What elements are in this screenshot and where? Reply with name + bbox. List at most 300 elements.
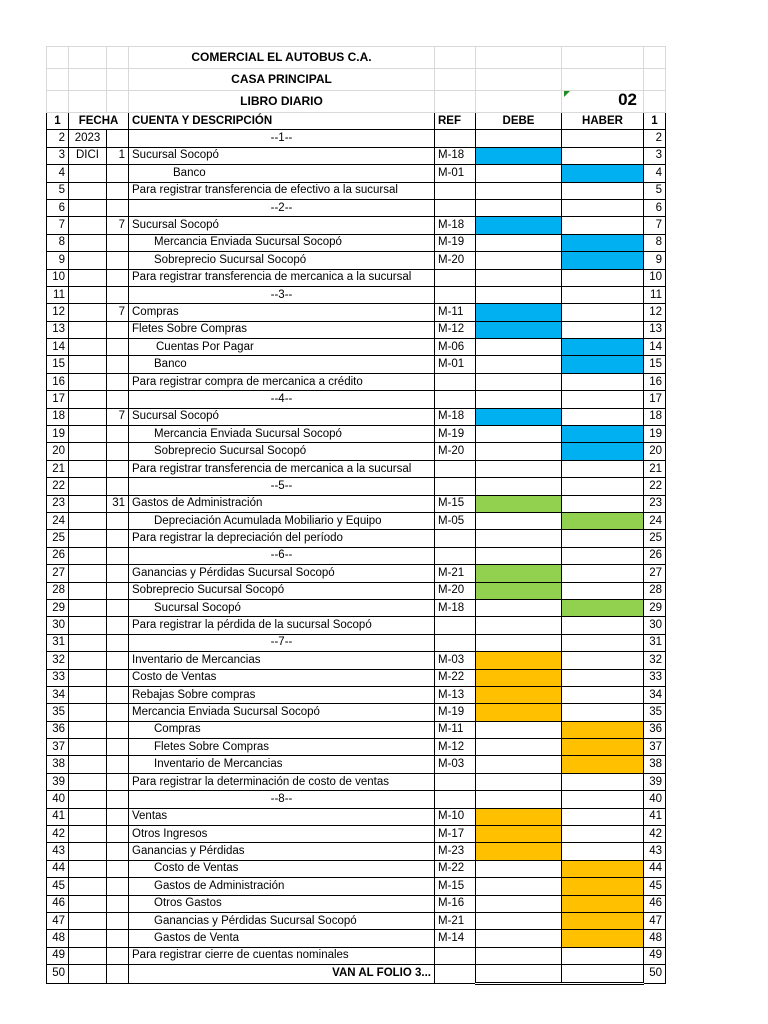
haber-cell[interactable] — [562, 234, 644, 251]
date-month-cell — [69, 756, 107, 773]
ref-cell — [435, 269, 476, 286]
account-cell[interactable] — [129, 286, 435, 303]
row-number: 32 — [47, 652, 69, 669]
table-row — [47, 721, 666, 738]
ref-cell: M-22 — [435, 669, 476, 686]
account-cell[interactable] — [129, 165, 435, 182]
row-number-right: 2 — [644, 130, 666, 147]
haber-cell[interactable] — [562, 199, 644, 216]
account-text: --2-- — [270, 201, 293, 214]
debe-cell[interactable] — [476, 217, 562, 234]
row-number-right: 48 — [644, 930, 666, 947]
account-cell[interactable] — [129, 791, 435, 808]
date-day-cell: 7 — [107, 217, 129, 234]
account-cell[interactable] — [129, 443, 435, 460]
row-number-right: 5 — [644, 182, 666, 199]
account-cell[interactable] — [129, 356, 435, 373]
account-cell[interactable] — [129, 947, 435, 964]
date-day-cell — [107, 443, 129, 460]
table-row — [47, 478, 666, 495]
account-cell[interactable] — [129, 878, 435, 895]
account-cell[interactable] — [129, 599, 435, 616]
account-text: Cuentas Por Pagar — [156, 340, 254, 353]
account-text: Banco — [173, 166, 206, 179]
ref-cell: M-20 — [435, 443, 476, 460]
ref-cell: M-14 — [435, 930, 476, 947]
date-day-cell — [107, 182, 129, 199]
debe-cell[interactable] — [476, 512, 562, 529]
table-row — [47, 582, 666, 599]
account-cell[interactable] — [129, 199, 435, 216]
table-row — [47, 791, 666, 808]
account-text: Mercancia Enviada Sucursal Socopó — [132, 705, 320, 718]
account-cell[interactable] — [129, 930, 435, 947]
account-cell[interactable] — [129, 217, 435, 234]
account-cell[interactable] — [129, 704, 435, 721]
account-cell[interactable] — [129, 234, 435, 251]
row-number-right: 4 — [644, 165, 666, 182]
row-number: 1 — [47, 113, 69, 130]
debe-cell[interactable] — [476, 739, 562, 756]
ref-cell: M-11 — [435, 721, 476, 738]
ref-cell: M-19 — [435, 426, 476, 443]
haber-cell[interactable] — [562, 269, 644, 286]
ref-cell: M-12 — [435, 321, 476, 338]
date-day-cell: 31 — [107, 495, 129, 512]
row-number-right: 50 — [644, 965, 666, 983]
ref-cell: M-17 — [435, 826, 476, 843]
account-text: --7-- — [270, 636, 293, 649]
row-number: 15 — [47, 356, 69, 373]
header-row-company — [47, 47, 666, 69]
haber-cell[interactable] — [562, 165, 644, 182]
date-month-cell — [69, 443, 107, 460]
haber-cell[interactable] — [562, 739, 644, 756]
account-cell[interactable] — [129, 530, 435, 547]
header-row-branch — [47, 69, 666, 91]
debe-cell[interactable] — [476, 269, 562, 286]
haber-cell[interactable] — [562, 217, 644, 234]
date-month-cell — [69, 878, 107, 895]
debe-cell[interactable] — [476, 826, 562, 843]
debe-cell[interactable] — [476, 947, 562, 964]
row-number: 43 — [47, 843, 69, 860]
debe-cell[interactable] — [476, 286, 562, 303]
haber-cell[interactable] — [562, 304, 644, 321]
debe-cell[interactable] — [476, 791, 562, 808]
haber-cell[interactable] — [562, 565, 644, 582]
date-month-cell — [69, 773, 107, 790]
haber-cell[interactable] — [562, 286, 644, 303]
date-month-cell — [69, 530, 107, 547]
account-text: Para registrar transferencia de mercanica a la sucursal — [132, 462, 412, 475]
haber-cell[interactable] — [562, 478, 644, 495]
haber-cell[interactable] — [562, 826, 644, 843]
row-number: 47 — [47, 912, 69, 929]
haber-cell[interactable] — [562, 791, 644, 808]
ref-cell — [435, 373, 476, 390]
table-row — [47, 947, 666, 964]
haber-cell[interactable] — [562, 773, 644, 790]
haber-cell[interactable] — [562, 582, 644, 599]
debe-cell[interactable] — [476, 478, 562, 495]
account-cell[interactable] — [129, 617, 435, 634]
row-number-right: 9 — [644, 252, 666, 269]
row-number-right: 10 — [644, 269, 666, 286]
account-cell[interactable] — [129, 373, 435, 390]
haber-cell[interactable] — [562, 547, 644, 564]
row-number: 50 — [47, 965, 69, 983]
debe-cell[interactable] — [476, 756, 562, 773]
account-cell[interactable] — [129, 565, 435, 582]
header-row-book — [47, 91, 666, 113]
row-number: 39 — [47, 773, 69, 790]
haber-cell[interactable] — [562, 530, 644, 547]
account-cell[interactable] — [129, 252, 435, 269]
debe-cell[interactable] — [476, 373, 562, 390]
debe-cell[interactable] — [476, 495, 562, 512]
debe-cell[interactable] — [476, 321, 562, 338]
debe-cell[interactable] — [476, 895, 562, 912]
haber-cell[interactable] — [562, 426, 644, 443]
account-cell[interactable] — [129, 130, 435, 147]
account-cell[interactable] — [129, 739, 435, 756]
haber-cell[interactable] — [562, 512, 644, 529]
row-number-right: 49 — [644, 947, 666, 964]
account-cell[interactable] — [129, 426, 435, 443]
account-cell[interactable] — [129, 182, 435, 199]
ref-cell: M-21 — [435, 912, 476, 929]
account-cell[interactable] — [129, 912, 435, 929]
debe-cell[interactable] — [476, 599, 562, 616]
haber-cell[interactable] — [562, 391, 644, 408]
table-row — [47, 756, 666, 773]
account-cell[interactable] — [129, 304, 435, 321]
account-cell[interactable] — [129, 808, 435, 825]
debe-cell[interactable] — [476, 634, 562, 651]
account-cell[interactable] — [129, 895, 435, 912]
date-day-cell — [107, 426, 129, 443]
haber-cell[interactable] — [562, 808, 644, 825]
date-month-cell — [69, 269, 107, 286]
debe-cell[interactable] — [476, 617, 562, 634]
table-row — [47, 686, 666, 703]
account-text: Fletes Sobre Compras — [154, 740, 270, 753]
debe-cell[interactable] — [476, 843, 562, 860]
account-text: Sucursal Socopó — [132, 410, 219, 423]
haber-cell[interactable] — [562, 443, 644, 460]
date-day-cell — [107, 791, 129, 808]
account-cell[interactable] — [129, 391, 435, 408]
table-row — [47, 878, 666, 895]
table-row — [47, 130, 666, 147]
account-cell[interactable] — [129, 460, 435, 477]
ref-cell: M-12 — [435, 739, 476, 756]
account-text: Inventario de Mercancias — [154, 758, 283, 771]
table-row — [47, 912, 666, 929]
date-day-cell — [107, 286, 129, 303]
account-cell[interactable] — [129, 321, 435, 338]
account-cell[interactable] — [129, 721, 435, 738]
haber-cell[interactable] — [562, 878, 644, 895]
debe-cell[interactable] — [476, 182, 562, 199]
account-cell[interactable] — [129, 495, 435, 512]
account-text: Gastos de Venta — [154, 932, 240, 945]
row-number-right: 38 — [644, 756, 666, 773]
debe-cell[interactable] — [476, 860, 562, 877]
date-day-cell — [107, 878, 129, 895]
ref-cell: M-22 — [435, 860, 476, 877]
ref-cell: M-11 — [435, 304, 476, 321]
table-row — [47, 147, 666, 164]
row-number-right: 27 — [644, 565, 666, 582]
account-text: Inventario de Mercancias — [132, 653, 261, 666]
date-month-cell — [69, 686, 107, 703]
haber-cell[interactable] — [562, 860, 644, 877]
debe-cell[interactable] — [476, 686, 562, 703]
debe-cell[interactable] — [476, 773, 562, 790]
debe-cell[interactable] — [476, 460, 562, 477]
row-number-right: 46 — [644, 895, 666, 912]
row-number-right: 6 — [644, 199, 666, 216]
debe-cell[interactable] — [476, 669, 562, 686]
date-day-cell — [107, 269, 129, 286]
table-row — [47, 234, 666, 251]
debe-cell[interactable] — [476, 130, 562, 147]
debe-cell[interactable] — [476, 878, 562, 895]
debe-cell[interactable] — [476, 426, 562, 443]
haber-cell[interactable] — [562, 895, 644, 912]
account-cell[interactable] — [129, 634, 435, 651]
account-text: Ganancias y Pérdidas Sucursal Socopó — [154, 914, 357, 927]
date-month-cell — [69, 321, 107, 338]
date-month-cell — [69, 182, 107, 199]
date-day-cell — [107, 756, 129, 773]
account-cell[interactable] — [129, 582, 435, 599]
haber-cell[interactable] — [562, 617, 644, 634]
table-row — [47, 304, 666, 321]
haber-cell[interactable] — [562, 756, 644, 773]
account-text: Costo de Ventas — [154, 862, 239, 875]
account-text: Para registrar transferencia de mercanica a la sucursal — [132, 271, 412, 284]
table-row — [47, 634, 666, 651]
table-row — [47, 547, 666, 564]
row-number-right: 34 — [644, 686, 666, 703]
date-day-cell: 1 — [107, 147, 129, 164]
row-number: 23 — [47, 495, 69, 512]
ref-cell: M-18 — [435, 217, 476, 234]
row-number-right: 30 — [644, 617, 666, 634]
account-cell[interactable] — [129, 269, 435, 286]
haber-cell[interactable] — [562, 947, 644, 964]
table-row — [47, 565, 666, 582]
debe-cell[interactable] — [476, 530, 562, 547]
table-row — [47, 217, 666, 234]
haber-cell[interactable] — [562, 182, 644, 199]
table-row — [47, 252, 666, 269]
row-number: 24 — [47, 512, 69, 529]
debe-cell[interactable] — [476, 234, 562, 251]
date-month-cell — [69, 252, 107, 269]
row-number-right: 12 — [644, 304, 666, 321]
account-cell[interactable] — [129, 478, 435, 495]
debe-cell[interactable] — [476, 356, 562, 373]
date-month-cell — [69, 947, 107, 964]
debe-cell[interactable] — [476, 704, 562, 721]
haber-cell[interactable] — [562, 912, 644, 929]
date-day-cell — [107, 530, 129, 547]
ref-cell: M-18 — [435, 147, 476, 164]
haber-total-cell[interactable] — [562, 965, 644, 983]
table-row — [47, 617, 666, 634]
table-row — [47, 652, 666, 669]
column-header-fecha: FECHA — [69, 113, 129, 130]
account-cell[interactable] — [129, 860, 435, 877]
date-month-cell — [69, 652, 107, 669]
row-number-right: 37 — [644, 739, 666, 756]
account-text: Ventas — [132, 810, 168, 823]
account-text: --1-- — [270, 132, 293, 145]
row-number-right: 1 — [644, 113, 666, 130]
date-month-cell — [69, 512, 107, 529]
date-month-cell — [69, 304, 107, 321]
debe-cell[interactable] — [476, 721, 562, 738]
debe-cell[interactable] — [476, 199, 562, 216]
account-cell[interactable] — [129, 773, 435, 790]
haber-cell[interactable] — [562, 652, 644, 669]
row-number: 38 — [47, 756, 69, 773]
row-number: 45 — [47, 878, 69, 895]
haber-cell[interactable] — [562, 843, 644, 860]
debe-cell[interactable] — [476, 165, 562, 182]
haber-cell[interactable] — [562, 930, 644, 947]
date-month-cell — [69, 930, 107, 947]
date-month-cell — [69, 234, 107, 251]
table-row — [47, 530, 666, 547]
date-month-cell — [69, 965, 107, 983]
haber-cell[interactable] — [562, 356, 644, 373]
account-text: --5-- — [270, 479, 293, 492]
ref-cell: M-15 — [435, 878, 476, 895]
haber-cell[interactable] — [562, 704, 644, 721]
account-cell[interactable] — [129, 686, 435, 703]
ref-cell: M-18 — [435, 599, 476, 616]
account-cell[interactable] — [129, 547, 435, 564]
ref-cell: M-21 — [435, 565, 476, 582]
haber-cell[interactable] — [562, 373, 644, 390]
haber-cell[interactable] — [562, 147, 644, 164]
row-number: 5 — [47, 182, 69, 199]
account-text: --6-- — [270, 549, 293, 562]
debe-cell[interactable] — [476, 339, 562, 356]
date-day-cell — [107, 721, 129, 738]
haber-cell[interactable] — [562, 339, 644, 356]
account-text: Sucursal Socopó — [132, 149, 219, 162]
debe-cell[interactable] — [476, 547, 562, 564]
date-day-cell — [107, 512, 129, 529]
date-day-cell — [107, 547, 129, 564]
haber-cell[interactable] — [562, 321, 644, 338]
account-cell[interactable] — [129, 652, 435, 669]
debe-cell[interactable] — [476, 582, 562, 599]
account-text: Ganancias y Pérdidas — [132, 845, 245, 858]
haber-cell[interactable] — [562, 634, 644, 651]
date-day-cell — [107, 234, 129, 251]
haber-cell[interactable] — [562, 599, 644, 616]
account-cell[interactable] — [129, 669, 435, 686]
row-number-right: 36 — [644, 721, 666, 738]
ref-cell: M-19 — [435, 704, 476, 721]
haber-cell[interactable] — [562, 686, 644, 703]
row-number: 7 — [47, 217, 69, 234]
haber-cell[interactable] — [562, 721, 644, 738]
date-month-cell — [69, 460, 107, 477]
date-month-cell — [69, 339, 107, 356]
debe-cell[interactable] — [476, 408, 562, 425]
debe-cell[interactable] — [476, 252, 562, 269]
row-number-right: 18 — [644, 408, 666, 425]
account-cell[interactable] — [129, 512, 435, 529]
debe-cell[interactable] — [476, 808, 562, 825]
debe-cell[interactable] — [476, 304, 562, 321]
haber-cell[interactable] — [562, 669, 644, 686]
debe-cell[interactable] — [476, 912, 562, 929]
haber-cell[interactable] — [562, 252, 644, 269]
account-cell[interactable] — [129, 147, 435, 164]
table-row — [47, 704, 666, 721]
date-day-cell — [107, 843, 129, 860]
date-month-cell — [69, 912, 107, 929]
table-row — [47, 373, 666, 390]
branch-name: CASA PRINCIPAL — [129, 69, 435, 91]
haber-cell[interactable] — [562, 495, 644, 512]
debe-cell[interactable] — [476, 565, 562, 582]
row-number-right: 22 — [644, 478, 666, 495]
debe-cell[interactable] — [476, 930, 562, 947]
row-number: 36 — [47, 721, 69, 738]
haber-cell[interactable] — [562, 460, 644, 477]
debe-cell[interactable] — [476, 652, 562, 669]
row-number: 46 — [47, 895, 69, 912]
debe-cell[interactable] — [476, 391, 562, 408]
column-header-row — [47, 113, 666, 130]
table-row — [47, 930, 666, 947]
debe-cell[interactable] — [476, 147, 562, 164]
book-title: LIBRO DIARIO — [129, 91, 435, 113]
haber-cell[interactable] — [562, 408, 644, 425]
account-text: Para registrar la pérdida de la sucursal Socopó — [132, 619, 372, 632]
ref-cell — [435, 965, 476, 983]
table-row — [47, 165, 666, 182]
account-cell[interactable] — [129, 826, 435, 843]
table-row — [47, 460, 666, 477]
table-row — [47, 286, 666, 303]
account-cell[interactable] — [129, 408, 435, 425]
debe-cell[interactable] — [476, 443, 562, 460]
row-number-right: 47 — [644, 912, 666, 929]
table-row — [47, 426, 666, 443]
debe-total-cell[interactable] — [476, 965, 562, 983]
date-day-cell — [107, 582, 129, 599]
account-cell[interactable] — [129, 339, 435, 356]
table-row — [47, 808, 666, 825]
account-cell[interactable] — [129, 843, 435, 860]
ref-cell: M-05 — [435, 512, 476, 529]
table-row — [47, 599, 666, 616]
haber-cell[interactable] — [562, 130, 644, 147]
row-number-right: 44 — [644, 860, 666, 877]
account-cell[interactable] — [129, 756, 435, 773]
